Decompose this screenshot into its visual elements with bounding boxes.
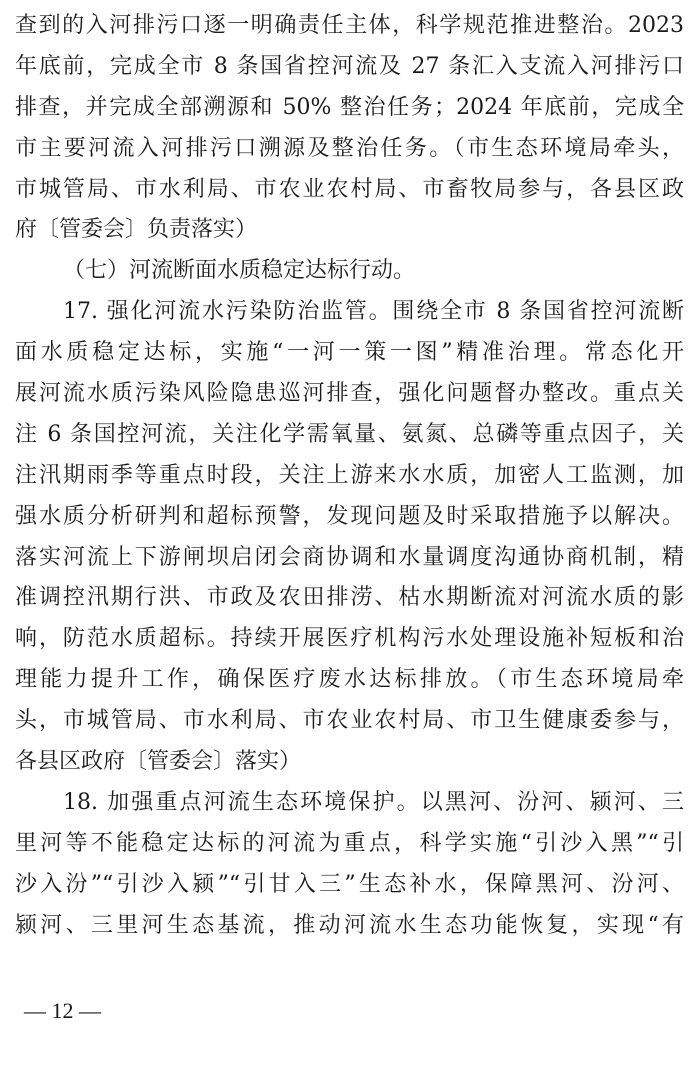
text-line: 查到的入河排污口逐一明确责任主体，科学规范推进整治。2023 <box>15 13 684 38</box>
text-line: 沙入汾”“引沙入颍”“引甘入三”生态补水，保障黑河、汾河、 <box>15 871 684 897</box>
text-line: 颍河、三里河生态基流，推动河流水生态功能恢复，实现“有 <box>15 912 684 938</box>
text-line: 注汛期雨季等重点时段，关注上游来水水质，加密人工监测，加 <box>15 462 684 488</box>
text-line: 展河流水质污染风险隐患巡河排查，强化问题督办整改。重点关 <box>15 381 684 407</box>
text-line: 响，防范水质超标。持续开展医疗机构污水处理设施补短板和治 <box>15 626 684 652</box>
text-line: 里河等不能稳定达标的河流为重点，科学实施“引沙入黑”“引 <box>15 830 684 856</box>
text-line: 注 6 条国控河流，关注化学需氧量、氨氮、总磷等重点因子，关 <box>15 421 684 447</box>
text-line: 面水质稳定达标，实施“一河一策一图”精准治理。常态化开 <box>15 340 684 366</box>
text-line: 年底前，完成全市 8 条国省控河流及 27 条汇入支流入河排污口 <box>15 53 684 79</box>
section-heading: （七）河流断面水质稳定达标行动。 <box>63 258 416 284</box>
text-line: 排查，并完成全部溯源和 50% 整治任务；2024 年底前，完成全 <box>15 94 684 120</box>
text-line: 市主要河流入河排污口溯源及整治任务。（市生态环境局牵头， <box>15 135 684 161</box>
text-line: 准调控汛期行洪、市政及农田排涝、枯水期断流对河流水质的影 <box>15 585 684 611</box>
text-line: 府〔管委会〕负责落实） <box>15 217 258 243</box>
item-heading-line: 17. 强化河流水污染防治监管。围绕全市 8 条国省控河流断 <box>63 299 684 325</box>
text-line: 理能力提升工作，确保医疗废水达标排放。（市生态环境局牵 <box>15 667 684 693</box>
text-line: 各县区政府〔管委会〕落实） <box>15 749 302 775</box>
page-number: — 12 — <box>24 998 101 1023</box>
text-line: 头，市城管局、市水利局、市农业农村局、市卫生健康委参与， <box>15 708 684 734</box>
text-line: 市城管局、市水利局、市农业农村局、市畜牧局参与，各县区政 <box>15 176 684 202</box>
text-line: 落实河流上下游闸坝启闭会商协调和水量调度沟通协商机制，精 <box>15 544 684 570</box>
body-text <box>15 6 684 946</box>
item-heading-line: 18. 加强重点河流生态环境保护。以黑河、汾河、颍河、三 <box>63 789 684 815</box>
text-line: 强水质分析研判和超标预警，发现问题及时采取措施予以解决。 <box>15 503 684 529</box>
